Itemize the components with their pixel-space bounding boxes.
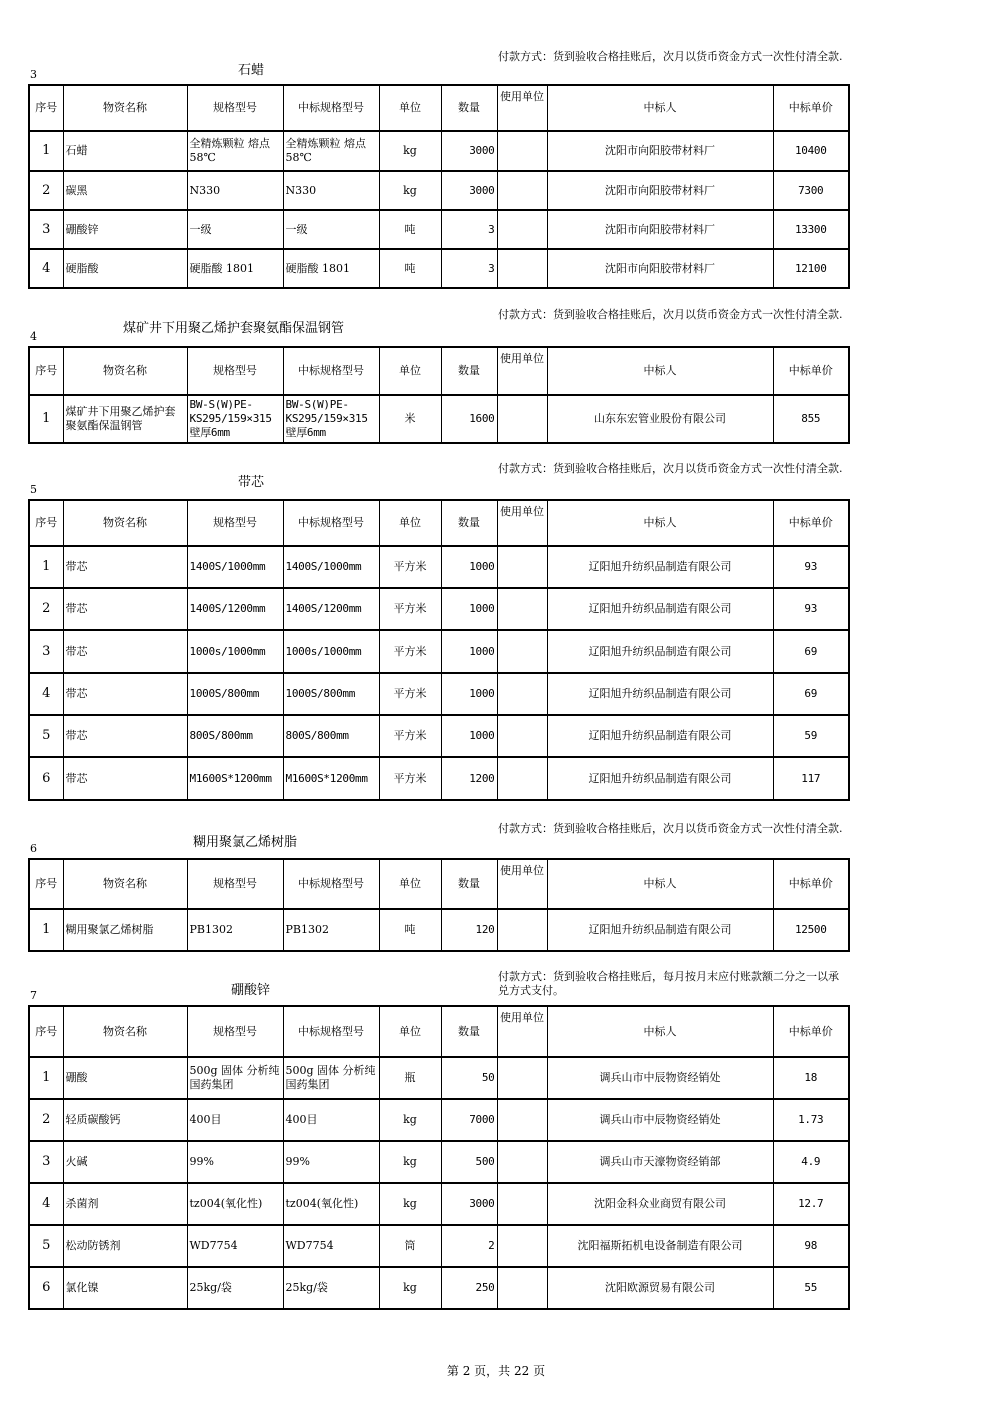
column-header: 序号 — [29, 1006, 63, 1057]
column-header: 中标人 — [547, 1006, 773, 1057]
cell-spec: 800S/800mm — [187, 715, 283, 757]
cell-qty: 7000 — [441, 1099, 497, 1141]
cell-unit: 平方米 — [379, 630, 441, 673]
cell-winner: 调兵山市天濠物资经销部 — [547, 1141, 773, 1183]
column-header: 物资名称 — [63, 347, 187, 395]
payment-terms: 付款方式：货到验收合格挂账后，次月以货币资金方式一次性付清全款. — [498, 50, 843, 63]
table-header-row — [29, 859, 849, 909]
cell-price: 12100 — [773, 249, 849, 288]
column-header: 中标规格型号 — [283, 85, 379, 131]
cell-unit: 吨 — [379, 210, 441, 249]
column-header: 中标单价 — [773, 500, 849, 546]
cell-no: 5 — [29, 715, 63, 757]
column-header: 规格型号 — [187, 347, 283, 395]
cell-qty: 50 — [441, 1057, 497, 1099]
cell-unit: 吨 — [379, 249, 441, 288]
cell-win_spec: WD7754 — [283, 1225, 379, 1267]
table-row — [29, 715, 849, 757]
cell-name: 带芯 — [63, 630, 187, 673]
cell-win_spec: 1000S/800mm — [283, 673, 379, 715]
section-title: 石蜡 — [238, 63, 265, 78]
cell-user — [497, 757, 547, 800]
column-header: 中标单价 — [773, 1006, 849, 1057]
cell-no: 4 — [29, 1183, 63, 1225]
table-row — [29, 630, 849, 673]
cell-no: 6 — [29, 1267, 63, 1309]
cell-win_spec: tz004(氧化性) — [283, 1183, 379, 1225]
cell-winner: 辽阳旭升纺织品制造有限公司 — [547, 715, 773, 757]
cell-unit: kg — [379, 1141, 441, 1183]
cell-price: 55 — [773, 1267, 849, 1309]
table-row — [29, 210, 849, 249]
cell-no: 5 — [29, 1225, 63, 1267]
cell-no: 1 — [29, 1057, 63, 1099]
cell-price: 855 — [773, 395, 849, 443]
column-header: 单位 — [379, 500, 441, 546]
column-header: 数量 — [441, 500, 497, 546]
cell-win_spec: 一级 — [283, 210, 379, 249]
cell-unit: kg — [379, 1267, 441, 1309]
cell-spec: 99% — [187, 1141, 283, 1183]
cell-price: 69 — [773, 630, 849, 673]
cell-qty: 3000 — [441, 131, 497, 171]
cell-spec: N330 — [187, 171, 283, 210]
cell-winner: 辽阳旭升纺织品制造有限公司 — [547, 673, 773, 715]
cell-name: 杀菌剂 — [63, 1183, 187, 1225]
cell-spec: tz004(氧化性) — [187, 1183, 283, 1225]
bid-table — [28, 346, 850, 444]
column-header: 物资名称 — [63, 500, 187, 546]
cell-unit: 瓶 — [379, 1057, 441, 1099]
cell-winner: 辽阳旭升纺织品制造有限公司 — [547, 546, 773, 588]
column-header: 使用单位 — [497, 347, 547, 395]
cell-unit: 平方米 — [379, 757, 441, 800]
column-header: 规格型号 — [187, 1006, 283, 1057]
section-number: 4 — [30, 330, 37, 343]
column-header: 使用单位 — [497, 500, 547, 546]
column-header: 中标单价 — [773, 85, 849, 131]
column-header: 中标人 — [547, 500, 773, 546]
cell-no: 3 — [29, 210, 63, 249]
section-title: 带芯 — [238, 475, 265, 490]
cell-name: 硼酸锌 — [63, 210, 187, 249]
cell-user — [497, 171, 547, 210]
cell-win_spec: PB1302 — [283, 909, 379, 951]
cell-price: 7300 — [773, 171, 849, 210]
cell-user — [497, 715, 547, 757]
cell-qty: 3000 — [441, 171, 497, 210]
cell-winner: 沈阳金科众业商贸有限公司 — [547, 1183, 773, 1225]
cell-user — [497, 1141, 547, 1183]
cell-unit: 平方米 — [379, 673, 441, 715]
cell-user — [497, 1057, 547, 1099]
payment-terms: 付款方式：货到验收合格挂账后，次月以货币资金方式一次性付清全款. — [498, 462, 843, 475]
section-number: 5 — [30, 483, 37, 496]
cell-qty: 1000 — [441, 546, 497, 588]
table-row — [29, 1183, 849, 1225]
cell-winner: 沈阳市向阳胶带材料厂 — [547, 210, 773, 249]
table-row — [29, 249, 849, 288]
cell-no: 4 — [29, 249, 63, 288]
cell-qty: 1600 — [441, 395, 497, 443]
cell-spec: 500g 固体 分析纯 国药集团 — [187, 1057, 283, 1099]
column-header: 物资名称 — [63, 859, 187, 909]
cell-name: 轻质碳酸钙 — [63, 1099, 187, 1141]
column-header: 规格型号 — [187, 500, 283, 546]
cell-spec: 1400S/1200mm — [187, 588, 283, 630]
bid-table — [28, 1005, 850, 1310]
cell-unit: 筒 — [379, 1225, 441, 1267]
cell-qty: 1000 — [441, 630, 497, 673]
cell-unit: 米 — [379, 395, 441, 443]
section-number: 6 — [30, 842, 37, 855]
cell-name: 硬脂酸 — [63, 249, 187, 288]
cell-no: 2 — [29, 1099, 63, 1141]
cell-winner: 辽阳旭升纺织品制造有限公司 — [547, 588, 773, 630]
cell-name: 带芯 — [63, 588, 187, 630]
cell-no: 2 — [29, 588, 63, 630]
cell-spec: PB1302 — [187, 909, 283, 951]
cell-unit: 平方米 — [379, 588, 441, 630]
cell-price: 12.7 — [773, 1183, 849, 1225]
column-header: 物资名称 — [63, 1006, 187, 1057]
cell-user — [497, 131, 547, 171]
cell-win_spec: 800S/800mm — [283, 715, 379, 757]
column-header: 序号 — [29, 347, 63, 395]
cell-name: 松动防锈剂 — [63, 1225, 187, 1267]
cell-win_spec: BW-S(W)PE-KS295/159×315壁厚6mm — [283, 395, 379, 443]
cell-win_spec: 500g 固体 分析纯 国药集团 — [283, 1057, 379, 1099]
cell-price: 1.73 — [773, 1099, 849, 1141]
bid-table — [28, 499, 850, 801]
section-title: 硼酸锌 — [231, 983, 271, 998]
cell-user — [497, 546, 547, 588]
section-number: 3 — [30, 68, 37, 81]
cell-spec: 1000S/800mm — [187, 673, 283, 715]
column-header: 中标规格型号 — [283, 347, 379, 395]
cell-unit: 平方米 — [379, 715, 441, 757]
cell-user — [497, 1099, 547, 1141]
cell-name: 糊用聚氯乙烯树脂 — [63, 909, 187, 951]
table-header-row — [29, 1006, 849, 1057]
cell-winner: 沈阳市向阳胶带材料厂 — [547, 171, 773, 210]
cell-no: 1 — [29, 395, 63, 443]
table-row — [29, 673, 849, 715]
cell-unit: 平方米 — [379, 546, 441, 588]
cell-name: 带芯 — [63, 715, 187, 757]
page-footer: 第 2 页，共 22 页 — [446, 1364, 546, 1378]
cell-win_spec: 1000s/1000mm — [283, 630, 379, 673]
cell-win_spec: 硬脂酸 1801 — [283, 249, 379, 288]
cell-spec: M1600S*1200mm — [187, 757, 283, 800]
column-header: 单位 — [379, 1006, 441, 1057]
table-row — [29, 1141, 849, 1183]
section-title: 煤矿井下用聚乙烯护套聚氨酯保温钢管 — [123, 321, 345, 336]
table-row — [29, 1099, 849, 1141]
column-header: 数量 — [441, 1006, 497, 1057]
cell-user — [497, 1225, 547, 1267]
cell-qty: 1000 — [441, 673, 497, 715]
cell-spec: 一级 — [187, 210, 283, 249]
cell-win_spec: 400目 — [283, 1099, 379, 1141]
cell-no: 3 — [29, 1141, 63, 1183]
table-row — [29, 909, 849, 951]
column-header: 单位 — [379, 859, 441, 909]
cell-price: 4.9 — [773, 1141, 849, 1183]
column-header: 中标人 — [547, 859, 773, 909]
table-header-row — [29, 85, 849, 131]
cell-win_spec: N330 — [283, 171, 379, 210]
column-header: 中标规格型号 — [283, 859, 379, 909]
cell-winner: 山东东宏管业股份有限公司 — [547, 395, 773, 443]
cell-qty: 120 — [441, 909, 497, 951]
cell-price: 18 — [773, 1057, 849, 1099]
cell-win_spec: 1400S/1200mm — [283, 588, 379, 630]
bid-table — [28, 858, 850, 952]
payment-terms: 付款方式：货到验收合格挂账后，次月以货币资金方式一次性付清全款. — [498, 308, 843, 321]
section-number: 7 — [30, 989, 37, 1002]
cell-winner: 沈阳福斯拓机电设备制造有限公司 — [547, 1225, 773, 1267]
cell-spec: 硬脂酸 1801 — [187, 249, 283, 288]
cell-qty: 500 — [441, 1141, 497, 1183]
column-header: 中标规格型号 — [283, 500, 379, 546]
cell-user — [497, 395, 547, 443]
column-header: 使用单位 — [497, 859, 547, 909]
table-row — [29, 546, 849, 588]
cell-qty: 3 — [441, 210, 497, 249]
column-header: 中标人 — [547, 347, 773, 395]
cell-no: 1 — [29, 546, 63, 588]
column-header: 序号 — [29, 859, 63, 909]
cell-winner: 调兵山市中辰物资经销处 — [547, 1099, 773, 1141]
cell-no: 4 — [29, 673, 63, 715]
column-header: 数量 — [441, 859, 497, 909]
cell-name: 氯化镍 — [63, 1267, 187, 1309]
table-row — [29, 395, 849, 443]
column-header: 中标单价 — [773, 859, 849, 909]
column-header: 使用单位 — [497, 1006, 547, 1057]
cell-winner: 辽阳旭升纺织品制造有限公司 — [547, 757, 773, 800]
cell-price: 93 — [773, 588, 849, 630]
cell-name: 煤矿井下用聚乙烯护套聚氨酯保温钢管 — [63, 395, 187, 443]
cell-winner: 辽阳旭升纺织品制造有限公司 — [547, 909, 773, 951]
cell-unit: kg — [379, 1183, 441, 1225]
cell-name: 带芯 — [63, 757, 187, 800]
cell-qty: 1000 — [441, 715, 497, 757]
cell-no: 1 — [29, 909, 63, 951]
cell-user — [497, 909, 547, 951]
cell-user — [497, 210, 547, 249]
bid-table — [28, 84, 850, 289]
cell-name: 带芯 — [63, 673, 187, 715]
column-header: 数量 — [441, 347, 497, 395]
cell-unit: 吨 — [379, 909, 441, 951]
cell-unit: kg — [379, 171, 441, 210]
column-header: 中标人 — [547, 85, 773, 131]
cell-unit: kg — [379, 131, 441, 171]
cell-name: 硼酸 — [63, 1057, 187, 1099]
table-header-row — [29, 500, 849, 546]
cell-name: 带芯 — [63, 546, 187, 588]
cell-price: 69 — [773, 673, 849, 715]
cell-win_spec: 1400S/1000mm — [283, 546, 379, 588]
column-header: 序号 — [29, 85, 63, 131]
cell-spec: BW-S(W)PE-KS295/159×315壁厚6mm — [187, 395, 283, 443]
cell-winner: 沈阳市向阳胶带材料厂 — [547, 249, 773, 288]
cell-spec: 400目 — [187, 1099, 283, 1141]
cell-winner: 辽阳旭升纺织品制造有限公司 — [547, 630, 773, 673]
column-header: 序号 — [29, 500, 63, 546]
cell-win_spec: 全精炼颗粒 熔点58℃ — [283, 131, 379, 171]
cell-qty: 1000 — [441, 588, 497, 630]
cell-spec: WD7754 — [187, 1225, 283, 1267]
section-title: 糊用聚氯乙烯树脂 — [193, 835, 298, 850]
cell-no: 3 — [29, 630, 63, 673]
cell-spec: 1000s/1000mm — [187, 630, 283, 673]
cell-user — [497, 630, 547, 673]
column-header: 规格型号 — [187, 859, 283, 909]
cell-win_spec: 25kg/袋 — [283, 1267, 379, 1309]
table-row — [29, 1267, 849, 1309]
cell-user — [497, 673, 547, 715]
table-row — [29, 1225, 849, 1267]
cell-winner: 沈阳欧源贸易有限公司 — [547, 1267, 773, 1309]
table-row — [29, 1057, 849, 1099]
cell-price: 13300 — [773, 210, 849, 249]
column-header: 数量 — [441, 85, 497, 131]
cell-win_spec: M1600S*1200mm — [283, 757, 379, 800]
column-header: 单位 — [379, 85, 441, 131]
cell-name: 碳黑 — [63, 171, 187, 210]
column-header: 单位 — [379, 347, 441, 395]
column-header: 中标单价 — [773, 347, 849, 395]
cell-unit: kg — [379, 1099, 441, 1141]
cell-user — [497, 1267, 547, 1309]
table-row — [29, 131, 849, 171]
cell-price: 12500 — [773, 909, 849, 951]
payment-terms: 付款方式：货到验收合格挂账后，每月按月末应付账款额二分之一以承兑方式支付。 — [498, 970, 839, 997]
table-header-row — [29, 347, 849, 395]
cell-qty: 1200 — [441, 757, 497, 800]
cell-qty: 3 — [441, 249, 497, 288]
cell-no: 2 — [29, 171, 63, 210]
cell-price: 98 — [773, 1225, 849, 1267]
cell-price: 117 — [773, 757, 849, 800]
cell-user — [497, 249, 547, 288]
cell-qty: 250 — [441, 1267, 497, 1309]
cell-spec: 1400S/1000mm — [187, 546, 283, 588]
cell-name: 火碱 — [63, 1141, 187, 1183]
cell-win_spec: 99% — [283, 1141, 379, 1183]
cell-spec: 25kg/袋 — [187, 1267, 283, 1309]
table-row — [29, 171, 849, 210]
cell-qty: 2 — [441, 1225, 497, 1267]
table-row — [29, 588, 849, 630]
cell-price: 10400 — [773, 131, 849, 171]
cell-winner: 调兵山市中辰物资经销处 — [547, 1057, 773, 1099]
column-header: 中标规格型号 — [283, 1006, 379, 1057]
column-header: 使用单位 — [497, 85, 547, 131]
table-row — [29, 757, 849, 800]
cell-price: 93 — [773, 546, 849, 588]
payment-terms: 付款方式：货到验收合格挂账后，次月以货币资金方式一次性付清全款. — [498, 822, 843, 835]
column-header: 规格型号 — [187, 85, 283, 131]
cell-spec: 全精炼颗粒 熔点58℃ — [187, 131, 283, 171]
cell-no: 1 — [29, 131, 63, 171]
cell-qty: 3000 — [441, 1183, 497, 1225]
cell-user — [497, 588, 547, 630]
column-header: 物资名称 — [63, 85, 187, 131]
cell-price: 59 — [773, 715, 849, 757]
cell-user — [497, 1183, 547, 1225]
cell-no: 6 — [29, 757, 63, 800]
cell-winner: 沈阳市向阳胶带材料厂 — [547, 131, 773, 171]
cell-name: 石蜡 — [63, 131, 187, 171]
